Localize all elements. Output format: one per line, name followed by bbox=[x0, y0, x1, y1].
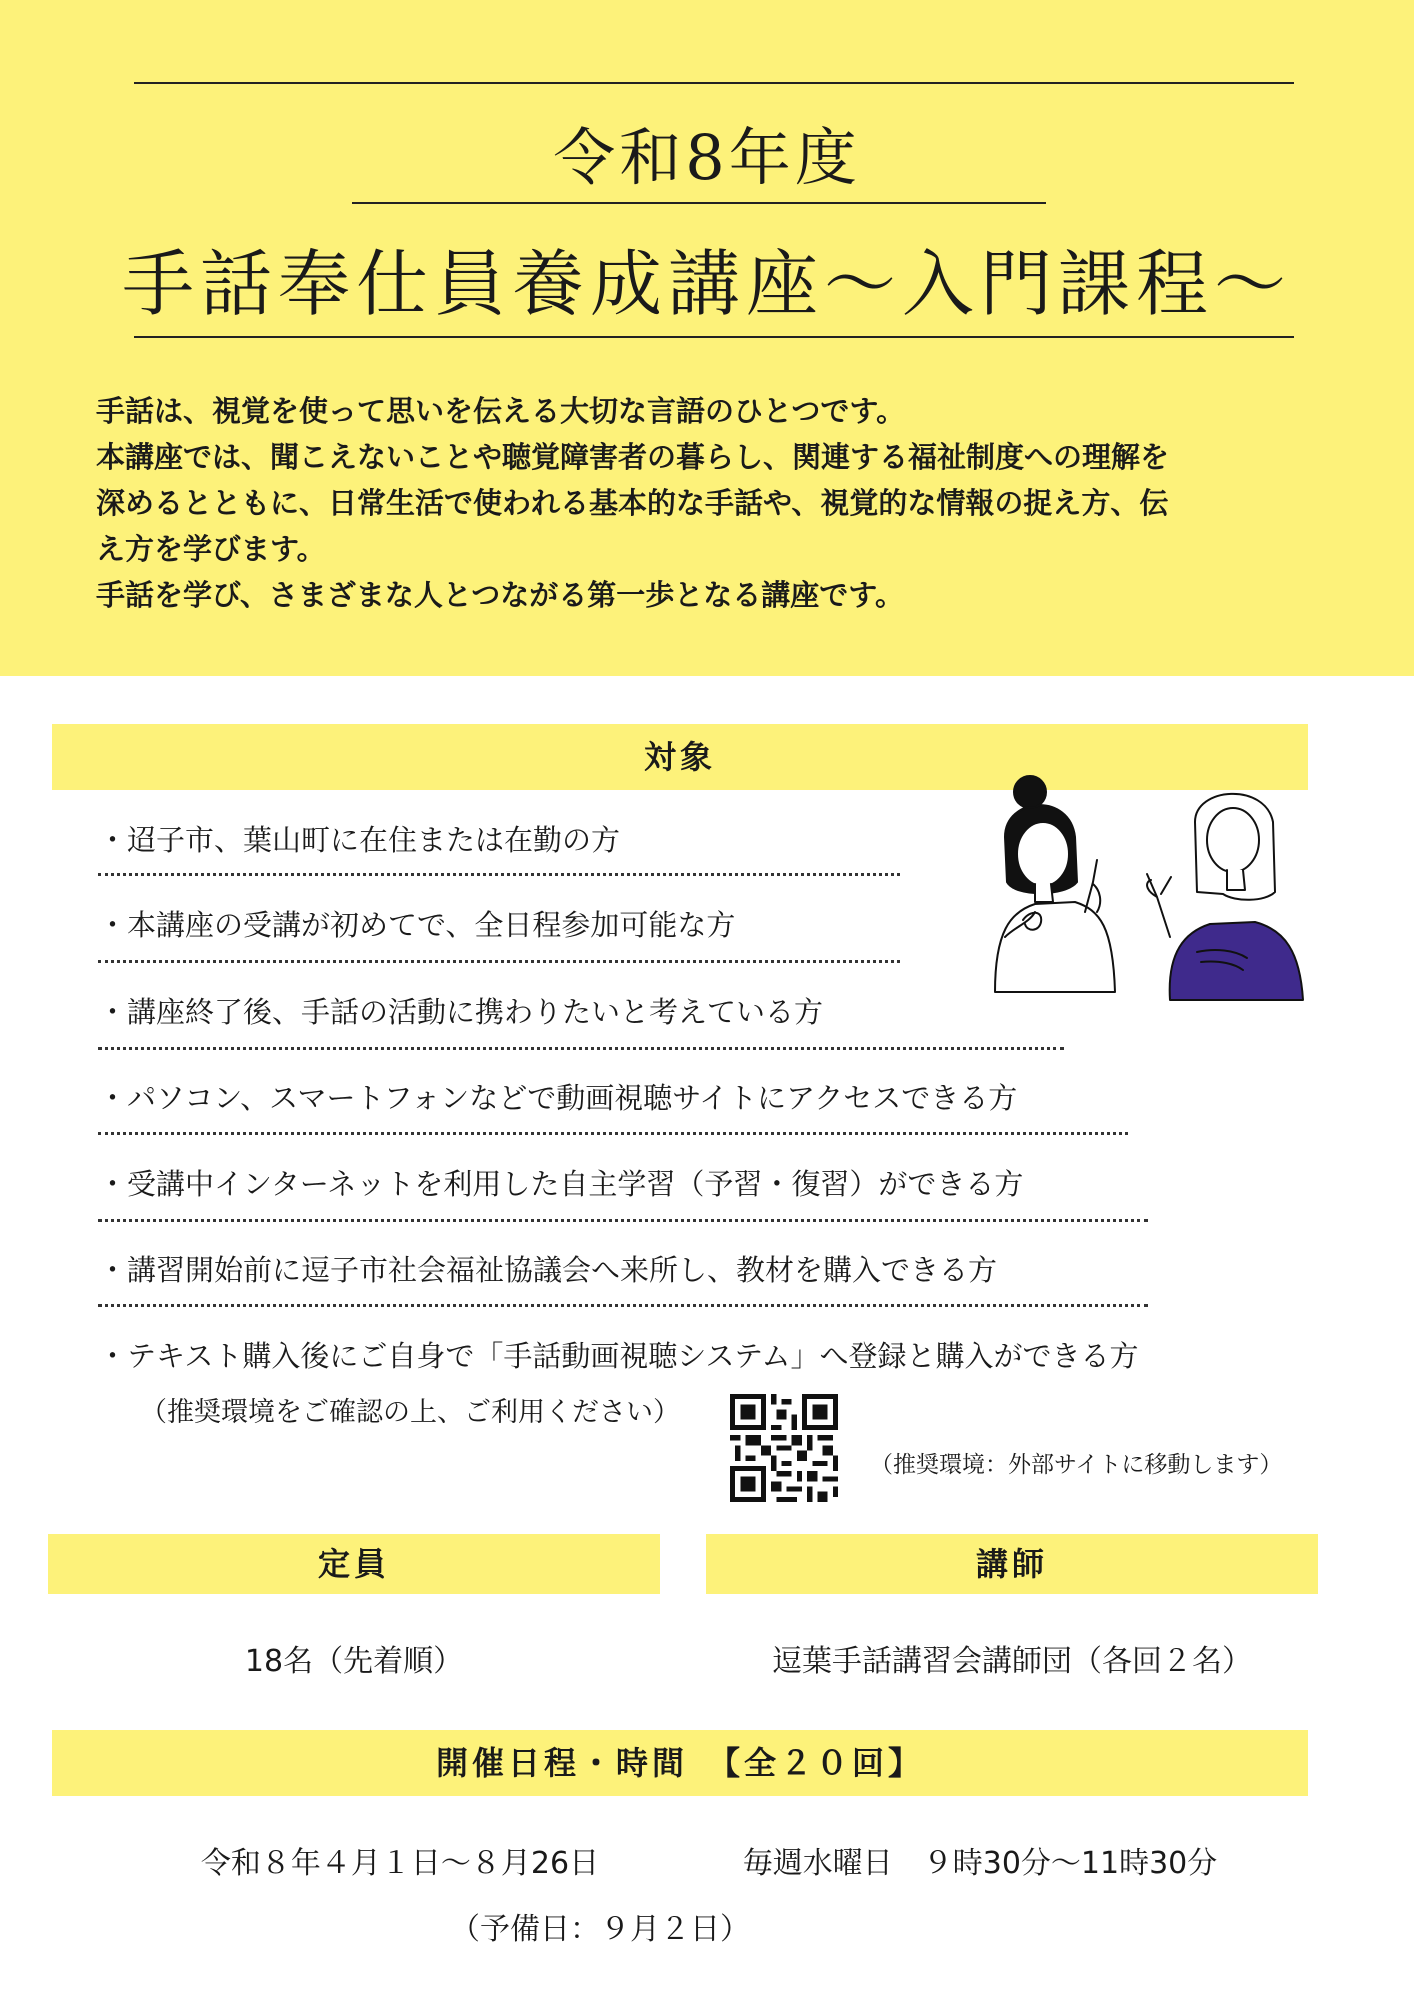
target-item: ・講座終了後、手話の活動に携わりたいと考えている方 bbox=[98, 995, 824, 1029]
page-title: 手話奉仕員養成講座～入門課程～ bbox=[121, 242, 1292, 326]
dotted-divider bbox=[98, 1132, 1128, 1135]
target-sub-note: （推奨環境をご確認の上、ご利用ください） bbox=[140, 1397, 680, 1428]
schedule-dates: 令和８年４月１日～８月26日 bbox=[200, 1846, 600, 1881]
dotted-divider bbox=[98, 873, 900, 876]
target-item: ・テキスト購入後にご自身で「手話動画視聴システム」へ登録と購入ができる方 bbox=[98, 1339, 1139, 1373]
intro-line: 本講座では、聞こえないことや聴覚障害者の暮らし、関連する福祉制度への理解を bbox=[96, 440, 1170, 474]
target-heading: 対象 bbox=[52, 724, 1308, 790]
instructor-value: 逗葉手話講習会講師団（各回２名） bbox=[772, 1644, 1252, 1679]
intro-line: 深めるとともに、日常生活で使われる基本的な手話や、視覚的な情報の捉え方、伝 bbox=[96, 486, 1169, 520]
schedule-time: 毎週水曜日 ９時30分～11時30分 bbox=[742, 1846, 1218, 1881]
intro-line: え方を学びます。 bbox=[96, 532, 326, 566]
intro-text bbox=[96, 388, 1336, 618]
intro-line: 手話は、視覚を使って思いを伝える大切な言語のひとつです。 bbox=[96, 394, 906, 428]
dotted-divider bbox=[98, 1219, 1148, 1222]
qr-code-icon[interactable] bbox=[730, 1394, 838, 1502]
bottom-rule bbox=[134, 336, 1294, 338]
qr-note: （推奨環境：外部サイトに移動します） bbox=[870, 1452, 1283, 1478]
target-item: ・迢子市、葉山町に在住または在勤の方 bbox=[98, 823, 621, 857]
schedule-reserve: （予備日：９月２日） bbox=[450, 1912, 750, 1947]
dotted-divider bbox=[98, 960, 900, 963]
capacity-value: 18名（先着順） bbox=[244, 1644, 464, 1679]
title-year: 令和8年度 bbox=[553, 121, 861, 194]
sign-language-illustration bbox=[935, 762, 1355, 1012]
target-item: ・パソコン、スマートフォンなどで動画視聴サイトにアクセスできる方 bbox=[98, 1081, 1018, 1115]
intro-line: 手話を学び、さまざまな人とつながる第一歩となる講座です。 bbox=[96, 578, 904, 612]
target-item: ・受講中インターネットを利用した自主学習（予習・復習）ができる方 bbox=[98, 1167, 1024, 1201]
dotted-divider bbox=[98, 1047, 1064, 1050]
instructor-heading: 講師 bbox=[706, 1534, 1318, 1594]
mid-rule bbox=[352, 202, 1046, 204]
target-item: ・講習開始前に逗子市社会福祉協議会へ来所し、教材を購入できる方 bbox=[98, 1253, 998, 1287]
schedule-heading: 開催日程・時間 【全２０回】 bbox=[52, 1730, 1308, 1796]
dotted-divider bbox=[98, 1304, 1148, 1307]
capacity-heading: 定員 bbox=[48, 1534, 660, 1594]
target-item: ・本講座の受講が初めてで、全日程参加可能な方 bbox=[98, 908, 736, 942]
top-rule bbox=[134, 82, 1294, 84]
